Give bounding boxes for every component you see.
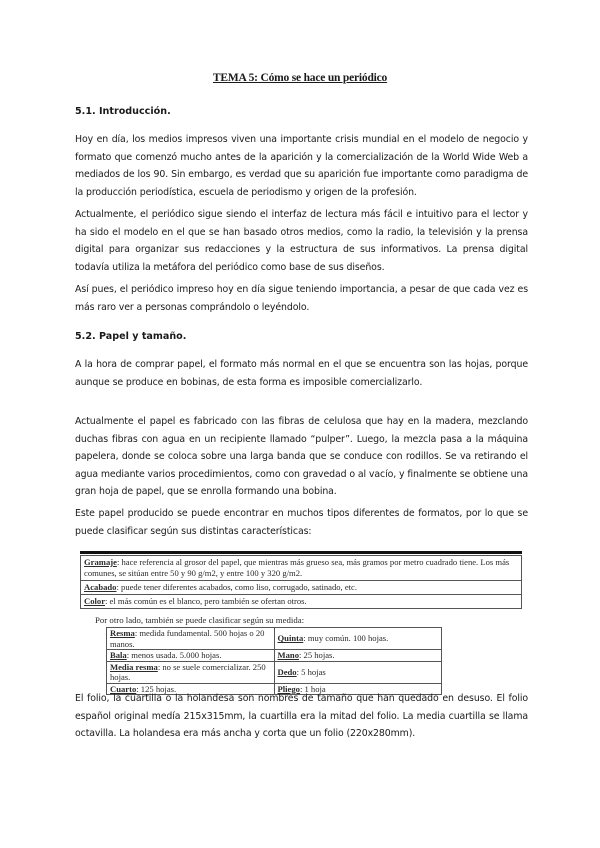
table-cell: Quinta: muy común. 100 hojas.	[274, 628, 442, 650]
section-heading-papel: 5.2. Papel y tamaño.	[75, 331, 187, 342]
table-row	[81, 595, 522, 609]
table-cell: Gramaje: hace referencia al grosor del papel, que mientras más grueso sea, más gramos por metro cuadrado tiene. Los más comunes, se sitúan entre 50 y 90 g/m2, y entre 100 y 320 g/m2.	[81, 556, 522, 581]
section-heading-introduccion: 5.1. Introducción.	[75, 106, 171, 117]
paragraph: Este papel producido se puede encontrar en muchos tipos diferentes de formatos, por lo que se puede clasificar según sus distintas características:	[75, 508, 528, 537]
paragraph: Hoy en día, los medios impresos viven una importante crisis mundial en el modelo de negocio y formato que comenzó mucho antes de la aparición y la comercialización de la World Wide Web a mediados de los 90. Sin embargo, es verdad que su aparición fue importante como paradigma de la producción periodística, escuela de periodismo y origen de la profesión.	[75, 134, 528, 198]
characteristics-table	[80, 555, 522, 609]
table-row	[107, 628, 442, 650]
table-cell: Color: el más común es el blanco, pero también se ofertan otros.	[81, 595, 522, 609]
table-cell: Media resma: no se suele comercializar. 250 hojas.	[107, 661, 275, 683]
table-row	[107, 661, 442, 683]
table-row	[107, 650, 442, 662]
sizes-caption: Por otro lado, también se puede clasificar según su medida:	[95, 615, 305, 625]
sizes-table	[106, 627, 442, 695]
paragraph: Actualmente, el periódico sigue siendo el interfaz de lectura más fácil e intuitivo para el lector y ha sido el modelo en el que se han basado otros medios, como la radio, la televisión y la prensa digital para organizar sus redacciones y la estructura de sus informativos. La prensa digital todavía utiliza la metáfora del periódico como base de sus diseños.	[75, 209, 528, 273]
paragraph: Actualmente el papel es fabricado con las fibras de celulosa que hay en la madera, mezclando duchas fibras con agua en un recipiente llamado “pulper”. Luego, la mezcla pasa a la máquina papelera, donde se coloca sobre una larga banda que se conduce con rodillos. Se va retirando el agua mediante varios procedimientos, como con gravedad o al vacío, y finalmente se obtiene una gran hoja de papel, que se enrolla formando una bobina.	[75, 416, 528, 498]
paragraph: A la hora de comprar papel, el formato más normal en el que se encuentra son las hojas, porque aunque se produce en bobinas, de esta forma es imposible comercializarlo.	[75, 359, 528, 388]
paragraph: El folio, la cuartilla o la holandesa son nombres de tamaño que han quedado en desuso. El folio español original medía 215x315mm, la cuartilla era la mitad del folio. La media cuartilla se llama octavilla. La holandesa era más ancha y corta que un folio (220x280mm).	[75, 693, 528, 740]
document-title: TEMA 5: Cómo se hace un periódico	[212, 72, 388, 84]
paragraph: Así pues, el periódico impreso hoy en día sigue teniendo importancia, a pesar de que cada vez es más raro ver a personas comprándolo o leyéndolo.	[75, 284, 528, 313]
table-cell: Dedo: 5 hojas	[274, 661, 442, 683]
table-cell: Mano: 25 hojas.	[274, 650, 442, 662]
table-cell: Resma: medida fundamental. 500 hojas o 20 manos.	[107, 628, 275, 650]
table-row	[81, 556, 522, 581]
table-row	[81, 581, 522, 595]
table-cell: Pliego: 1 hoja	[274, 683, 442, 695]
table-cell: Bala: menos usada. 5.000 hojas.	[107, 650, 275, 662]
scan-top-bar	[80, 551, 522, 554]
table-cell: Acabado: puede tener diferentes acabados, como liso, corrugado, satinado, etc.	[81, 581, 522, 595]
table-cell: Cuarto: 125 hojas.	[107, 683, 275, 695]
